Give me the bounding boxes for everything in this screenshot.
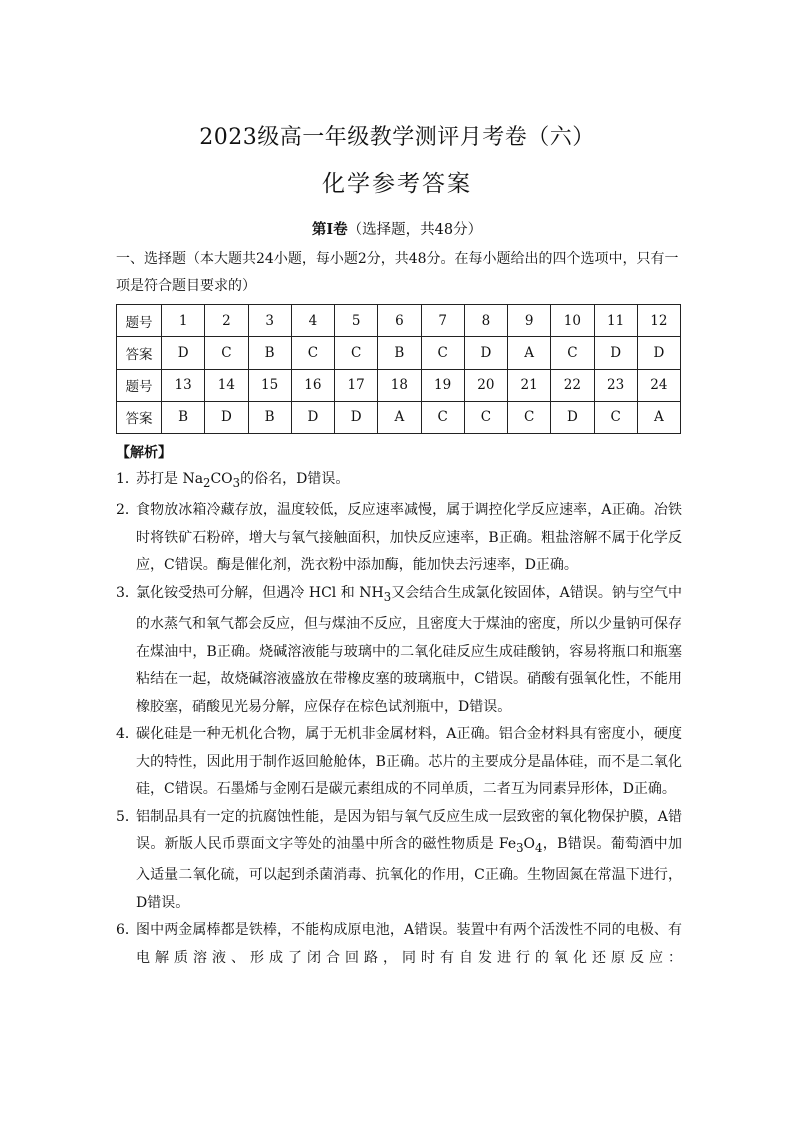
question-number-cell: 9	[508, 305, 551, 337]
question-number-cell: 4	[291, 305, 334, 337]
analysis-item-4	[116, 721, 682, 804]
analysis-item-2	[116, 497, 682, 580]
answer-cell: A	[378, 401, 421, 433]
answer-cell: D	[464, 337, 507, 369]
section-heading	[0, 218, 794, 239]
question-number-cell: 24	[637, 369, 680, 401]
answer-cell: D	[594, 337, 637, 369]
analysis-item-5	[116, 804, 682, 918]
question-number-row	[117, 305, 681, 337]
question-number-row	[117, 369, 681, 401]
document-subtitle: 化学参考答案	[322, 171, 472, 197]
answer-cell: C	[421, 401, 464, 433]
item-number: 6．	[116, 922, 139, 939]
answer-cell: D	[291, 401, 334, 433]
section-heading-volume: 第Ⅰ卷	[311, 221, 348, 238]
analysis-list	[116, 466, 682, 972]
question-number-cell: 3	[248, 305, 291, 337]
answer-row	[117, 337, 681, 369]
answer-cell: B	[378, 337, 421, 369]
document-title: 2023级高一年级教学测评月考卷（六）	[199, 125, 595, 150]
answer-cell: D	[551, 401, 594, 433]
answer-cell: C	[205, 337, 248, 369]
answer-cell: B	[248, 401, 291, 433]
answer-row	[117, 401, 681, 433]
question-number-cell: 20	[464, 369, 507, 401]
analysis-heading: 【解析】	[116, 445, 172, 461]
analysis-item-1	[116, 466, 682, 497]
section-heading-detail: （选择题，共48分）	[347, 222, 483, 238]
question-number-cell: 16	[291, 369, 334, 401]
answer-cell: C	[464, 401, 507, 433]
answer-cell: C	[335, 337, 378, 369]
question-number-cell: 6	[378, 305, 421, 337]
question-number-cell: 13	[162, 369, 205, 401]
question-number-cell: 10	[551, 305, 594, 337]
answer-cell: B	[162, 401, 205, 433]
question-number-cell: 1	[162, 305, 205, 337]
analysis-item-3	[116, 580, 682, 721]
answer-cell: A	[637, 401, 680, 433]
answer-cell: C	[421, 337, 464, 369]
row-label: 题号	[117, 369, 162, 401]
answer-table	[116, 304, 681, 434]
item-number: 2．	[116, 502, 139, 519]
answer-cell: D	[162, 337, 205, 369]
question-number-cell: 12	[637, 305, 680, 337]
item-number: 3．	[116, 584, 139, 601]
question-number-cell: 23	[594, 369, 637, 401]
row-label: 题号	[117, 305, 162, 337]
answer-cell: C	[508, 401, 551, 433]
item-text: 碳化硅是一种无机化合物，属于无机非金属材料，A正确。铝合金材料具有密度小，硬度大的特性，因此用于制作返回舱舱体，B正确。芯片的主要成分是晶体硅，而不是二氧化硅，C错误。石墨烯与金刚石是碳元素组成的不同单质，二者互为同素异形体，D正确。	[136, 726, 682, 798]
question-number-cell: 11	[594, 305, 637, 337]
row-label: 答案	[117, 337, 162, 369]
section-instructions: 一、选择题（本大题共24小题，每小题2分，共48分。在每小题给出的四个选项中，只有一项是符合题目要求的）	[116, 251, 679, 294]
answer-cell: D	[335, 401, 378, 433]
item-text: 食物放冰箱冷藏存放，温度较低，反应速率减慢，属于调控化学反应速率，A正确。冶铁时将铁矿石粉碎，增大与氧气接触面积，加快反应速率，B正确。粗盐溶解不属于化学反应，C错误。酶是催化剂，洗衣粉中添加酶，能加快去污速率，D正确。	[136, 502, 682, 574]
answer-cell: C	[291, 337, 334, 369]
answer-cell: D	[637, 337, 680, 369]
item-text: 图中两金属棒都是铁棒，不能构成原电池，A错误。装置中有两个活泼性不同的电极、有电解质溶液、形成了闭合回路，同时有自发进行的氧化还原反应：	[136, 922, 682, 966]
question-number-cell: 21	[508, 369, 551, 401]
question-number-cell: 15	[248, 369, 291, 401]
analysis-item-6	[116, 917, 682, 972]
answer-cell: B	[248, 337, 291, 369]
question-number-cell: 22	[551, 369, 594, 401]
question-number-cell: 17	[335, 369, 378, 401]
item-number: 1．	[116, 471, 139, 487]
row-label: 答案	[117, 401, 162, 433]
item-text: 铝制品具有一定的抗腐蚀性能，是因为铝与氧气反应生成一层致密的氧化物保护膜，A错误。新版人民币票面文字等处的油墨中所含的磁性物质是 $Fe_3O_4$，B错误。葡萄酒中加入适量二氧化硫，可以起到杀菌消毒、抗氧化的作用，C正确。生物固氮在常温下进行，D错误。	[136, 808, 682, 911]
question-number-cell: 5	[335, 305, 378, 337]
question-number-cell: 14	[205, 369, 248, 401]
item-number: 5．	[116, 808, 139, 825]
question-number-cell: 2	[205, 305, 248, 337]
answer-cell: A	[508, 337, 551, 369]
answer-cell: C	[551, 337, 594, 369]
question-number-cell: 18	[378, 369, 421, 401]
question-number-cell: 7	[421, 305, 464, 337]
item-text: 氯化铵受热可分解，但遇冷 HCl 和 $NH_3$又会结合生成氯化铵固体，A错误。钠与空气中的水蒸气和氧气都会反应，但与煤油不反应，且密度大于煤油的密度，所以少量钠可保存在煤油中，B正确。烧碱溶液能与玻璃中的二氧化硅反应生成硅酸钠，容易将瓶口和瓶塞粘结在一起，故烧碱溶液盛放在带橡皮塞的玻璃瓶中，C错误。硝酸有强氧化性，不能用橡胶塞，硝酸见光易分解，应保存在棕色试剂瓶中，D错误。	[136, 584, 682, 715]
question-number-cell: 8	[464, 305, 507, 337]
item-text: 苏打是 $Na_2CO_3$的俗名，D错误。	[136, 471, 350, 490]
answer-cell: C	[594, 401, 637, 433]
question-number-cell: 19	[421, 369, 464, 401]
answer-cell: D	[205, 401, 248, 433]
item-number: 4．	[116, 726, 139, 743]
